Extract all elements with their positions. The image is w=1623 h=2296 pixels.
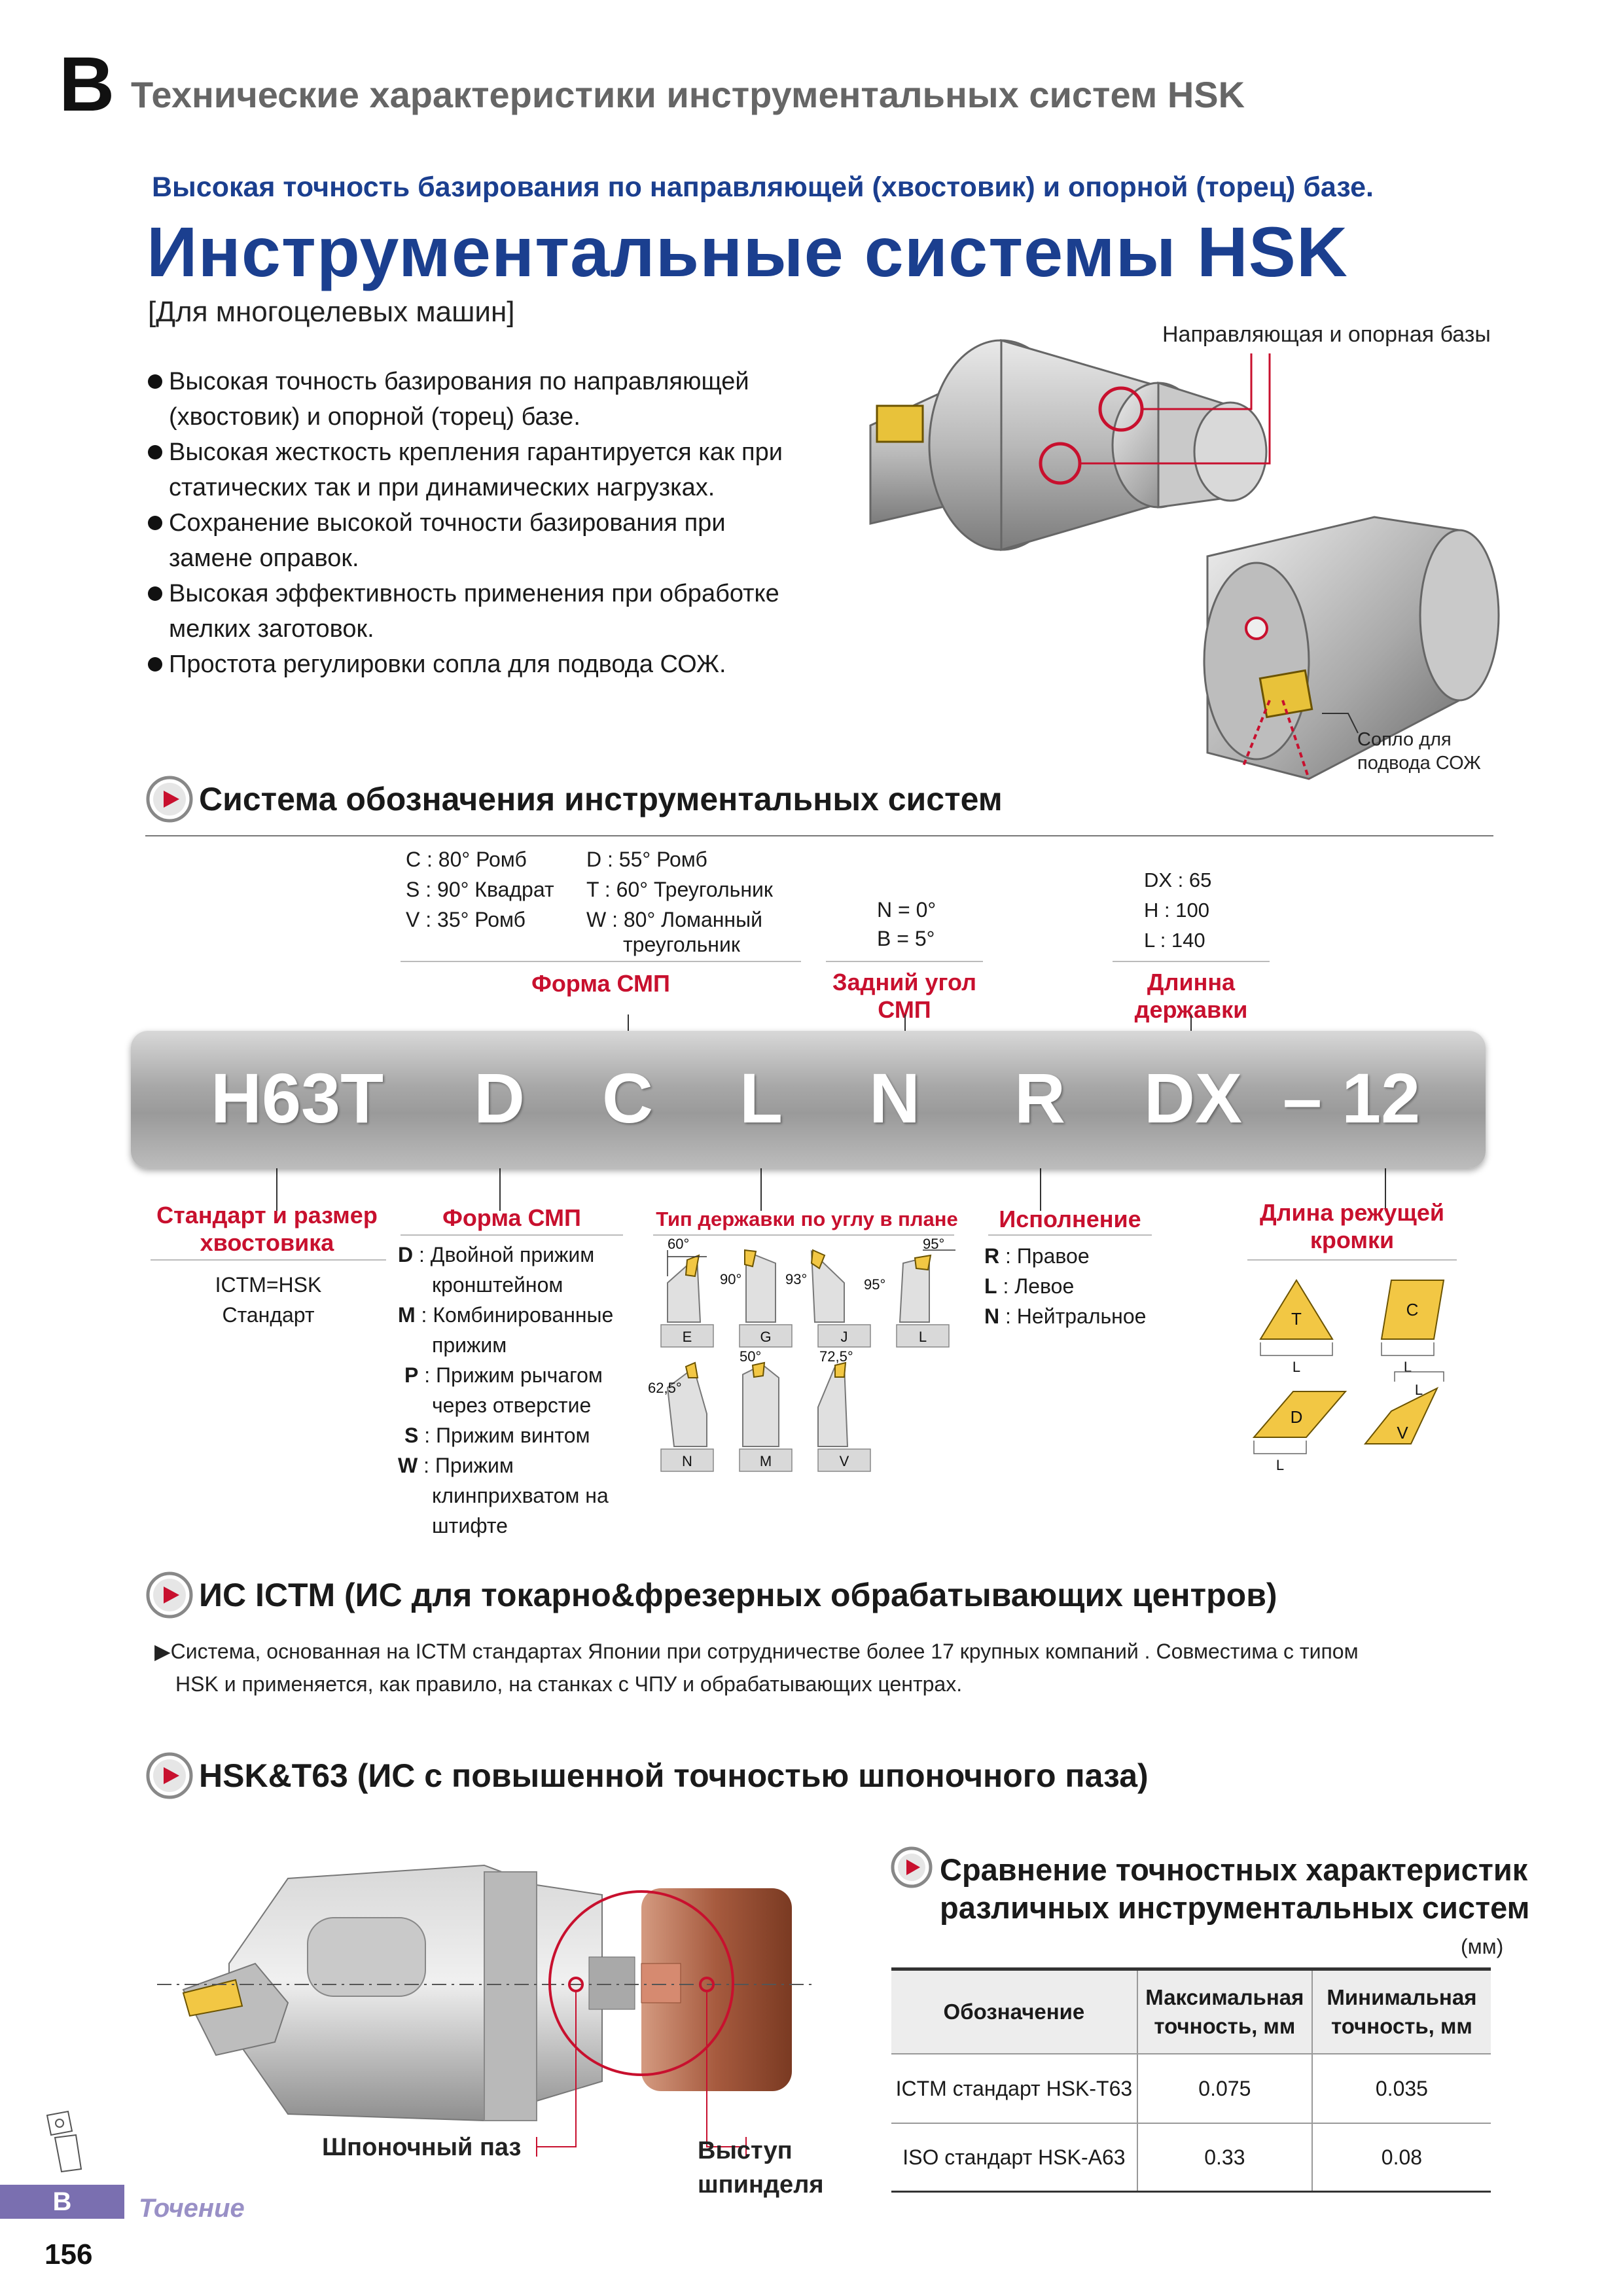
spindle-label-line: шпинделя bbox=[698, 2171, 824, 2198]
code-part-edge: – 12 bbox=[1283, 1058, 1421, 1138]
holder-type-m: M bbox=[759, 1453, 772, 1469]
code-part-clearance: N bbox=[869, 1058, 920, 1138]
angle-label: 72,5° bbox=[819, 1348, 853, 1365]
nozzle-callout-line: подвода СОЖ bbox=[1357, 753, 1481, 774]
turning-insert-icon bbox=[43, 2109, 89, 2174]
ictm-description bbox=[154, 1635, 1359, 1700]
section-arrow-icon bbox=[890, 1846, 933, 1889]
ictm-text-line: ▶Система, основанная на ICTM стандартах Японии при сотрудничестве более 17 крупных компаний . Совместима с типом bbox=[154, 1640, 1359, 1663]
page-title: Инструментальные системы HSK bbox=[147, 212, 1348, 291]
table-row bbox=[891, 2054, 1491, 2123]
divider bbox=[1247, 1259, 1457, 1261]
divider bbox=[401, 961, 801, 962]
hand-label: Исполнение bbox=[999, 1206, 1141, 1232]
ictm-heading: ИС ICTM (ИС для токарно&фрезерных обрабатывающих центров) bbox=[199, 1577, 1277, 1613]
clamp-item-cont: штифте bbox=[432, 1514, 508, 1537]
clearance-legend bbox=[877, 895, 936, 953]
angle-label: 50° bbox=[740, 1348, 762, 1365]
comparison-heading bbox=[940, 1851, 1529, 1927]
machine-note: [Для многоцелевых машин] bbox=[148, 296, 515, 328]
edge-label-line: кромки bbox=[1310, 1227, 1395, 1253]
standard-label-line: хвостовика bbox=[200, 1229, 334, 1256]
holder-type-e: E bbox=[682, 1329, 692, 1345]
length-legend bbox=[1144, 865, 1211, 956]
angle-label: 62,5° bbox=[648, 1380, 682, 1396]
hand-legend bbox=[984, 1241, 1146, 1331]
clamp-legend bbox=[398, 1240, 673, 1541]
angle-label: 95° bbox=[864, 1276, 886, 1293]
length-label-line: державки bbox=[1134, 996, 1248, 1023]
table-header-row bbox=[891, 1969, 1491, 2054]
feature-list bbox=[147, 364, 814, 682]
shape-legend-item: W : 80° Ломанный bbox=[586, 908, 762, 931]
table-row bbox=[891, 2123, 1491, 2192]
section-letter: B bbox=[59, 41, 115, 128]
shape-legend-item: C : 80° Ромб bbox=[406, 848, 527, 871]
section-arrow-icon bbox=[145, 1751, 194, 1800]
hand-item: L : Левое bbox=[984, 1274, 1075, 1298]
angle-label: 93° bbox=[785, 1271, 808, 1287]
standard-item: Стандарт bbox=[222, 1303, 315, 1327]
divider bbox=[826, 961, 983, 962]
spindle-label-line: Выступ bbox=[698, 2137, 793, 2164]
clamp-item: S : Прижим винтом bbox=[404, 1424, 590, 1447]
section-arrow-icon bbox=[145, 775, 194, 823]
section-title: Технические характеристики инструментальных систем HSK bbox=[131, 74, 1245, 115]
nozzle-callout bbox=[1357, 728, 1481, 775]
chapter-tab-letter: B bbox=[52, 2187, 72, 2216]
clamp-item: W : Прижим bbox=[398, 1454, 514, 1477]
length-item: L : 140 bbox=[1144, 929, 1205, 952]
feature-item: Высокая точность базирования по направляющей (хвостовик) и опорной (торец) базе. bbox=[147, 364, 814, 435]
shape-legend-item: треугольник bbox=[623, 933, 740, 956]
code-part-length: DX bbox=[1144, 1058, 1243, 1138]
clearance-item: B = 5° bbox=[877, 927, 935, 950]
page-number: 156 bbox=[45, 2238, 93, 2270]
clamp-label: Форма СМП bbox=[442, 1204, 581, 1231]
spindle-label bbox=[698, 2134, 824, 2202]
comparison-heading-line: различных инструментальных систем bbox=[940, 1890, 1530, 1925]
clearance-item: N = 0° bbox=[877, 898, 936, 922]
insert-d-label: D bbox=[1290, 1407, 1303, 1427]
shape-legend-item: T : 60° Треугольник bbox=[586, 878, 773, 901]
holder-type-n: N bbox=[682, 1453, 692, 1469]
divider bbox=[401, 1234, 623, 1236]
feature-item: Высокая эффективность применения при обработке мелких заготовок. bbox=[147, 576, 814, 647]
clearance-label-line: Задний угол bbox=[832, 969, 976, 996]
code-part-holder: L bbox=[740, 1058, 783, 1138]
code-part-shape: C bbox=[602, 1058, 653, 1138]
divider bbox=[988, 1234, 1152, 1236]
shape-legend-col2 bbox=[586, 844, 773, 954]
table-cell: ICTM стандарт HSK-T63 bbox=[891, 2054, 1137, 2123]
unit-label: (мм) bbox=[1461, 1935, 1504, 1958]
nozzle-callout-line: Сопло для bbox=[1357, 729, 1452, 750]
clamp-item: P : Прижим рычагом bbox=[404, 1363, 603, 1387]
shape-label-top: Форма СМП bbox=[531, 970, 670, 997]
standard-label bbox=[145, 1202, 389, 1257]
bases-callout: Направляющая и опорная базы bbox=[1162, 322, 1491, 347]
length-item: DX : 65 bbox=[1144, 869, 1212, 891]
column-header: Минимальная точность, мм bbox=[1312, 1969, 1491, 2054]
angle-label: 95° bbox=[923, 1237, 945, 1252]
code-part-clamp: D bbox=[474, 1058, 525, 1138]
ictm-text-line: HSK и применяется, как правило, на станках с ЧПУ и обрабатывающих центрах. bbox=[175, 1672, 963, 1696]
holder-type-l: L bbox=[918, 1329, 927, 1345]
divider bbox=[145, 835, 1493, 836]
divider bbox=[653, 1234, 954, 1236]
holder-type-g: G bbox=[760, 1329, 772, 1345]
holder-type-label: Тип державки по углу в плане bbox=[656, 1208, 958, 1230]
angle-label: 90° bbox=[720, 1271, 742, 1287]
dim-label: L bbox=[1292, 1359, 1301, 1375]
comparison-table bbox=[891, 1967, 1491, 2193]
divider bbox=[151, 1259, 386, 1261]
chapter-tab-label: Точение bbox=[139, 2194, 245, 2223]
clamp-item: D : Двойной прижим bbox=[398, 1243, 595, 1266]
length-item: H : 100 bbox=[1144, 899, 1209, 922]
shape-legend-item: D : 55° Ромб bbox=[586, 848, 707, 871]
hero-subtitle: Высокая точность базирования по направляющей (хвостовик) и опорной (торец) базе. bbox=[152, 171, 1374, 203]
edge-length-diagram bbox=[1247, 1267, 1463, 1483]
divider bbox=[1113, 961, 1270, 962]
triangle-bullet-icon: ▶ bbox=[154, 1640, 171, 1663]
column-header: Обозначение bbox=[891, 1969, 1137, 2054]
table-cell: ISO стандарт HSK-A63 bbox=[902, 2145, 1126, 2169]
angle-label: 60° bbox=[668, 1237, 690, 1252]
column-header: Максимальная точность, мм bbox=[1137, 1969, 1312, 2054]
holder-type-v: V bbox=[839, 1453, 849, 1469]
t63-heading: HSK&T63 (ИС с повышенной точностью шпоночного паза) bbox=[199, 1757, 1149, 1794]
table-cell: 0.33 bbox=[1137, 2123, 1312, 2192]
keyway-label: Шпоночный паз bbox=[322, 2134, 522, 2161]
holder-type-diagram bbox=[648, 1237, 962, 1479]
shape-legend-col1 bbox=[406, 844, 554, 935]
shape-legend-item: V : 35° Ромб bbox=[406, 908, 526, 931]
clamp-item-cont: через отверстие bbox=[432, 1393, 592, 1417]
edge-length-label bbox=[1247, 1199, 1457, 1254]
dim-label: L bbox=[1403, 1359, 1412, 1375]
clamp-item-cont: кронштейном bbox=[432, 1273, 563, 1297]
dim-label: L bbox=[1275, 1457, 1285, 1473]
standard-item: ICTM=HSK bbox=[215, 1273, 322, 1297]
table-cell: 0.075 bbox=[1137, 2054, 1312, 2123]
clamp-item: M : Комбинированные bbox=[398, 1303, 614, 1327]
feature-item: Сохранение высокой точности базирования при замене оправок. bbox=[147, 505, 814, 576]
code-part-standard: H63T bbox=[211, 1058, 384, 1138]
standard-legend bbox=[151, 1270, 386, 1330]
insert-t-label: T bbox=[1291, 1309, 1302, 1329]
comparison-heading-line: Сравнение точностных характеристик bbox=[940, 1852, 1528, 1887]
code-part-hand: R bbox=[1014, 1058, 1065, 1138]
length-label-line: Длинна bbox=[1147, 969, 1236, 996]
section-arrow-icon bbox=[145, 1571, 194, 1619]
designation-heading: Система обозначения инструментальных систем bbox=[199, 781, 1003, 817]
clearance-label-line: СМП bbox=[878, 996, 931, 1023]
insert-c-label: C bbox=[1406, 1300, 1419, 1319]
table-cell: 0.08 bbox=[1312, 2123, 1491, 2192]
feature-item: Простота регулировки сопла для подвода СОЖ. bbox=[147, 647, 814, 682]
table-cell: 0.035 bbox=[1312, 2054, 1491, 2123]
dim-label: L bbox=[1414, 1382, 1423, 1398]
shape-legend-item: S : 90° Квадрат bbox=[406, 878, 554, 901]
clamp-item-cont: прижим bbox=[432, 1333, 507, 1357]
hand-item: R : Правое bbox=[984, 1244, 1090, 1268]
hand-item: N : Нейтральное bbox=[984, 1304, 1147, 1328]
clamp-item-cont: клинприхватом на bbox=[432, 1484, 609, 1507]
holder-type-j: J bbox=[840, 1329, 848, 1345]
edge-label-line: Длина режущей bbox=[1259, 1199, 1445, 1226]
feature-item: Высокая жесткость крепления гарантируется как при статических так и при динамических нагрузках. bbox=[147, 435, 814, 505]
standard-label-line: Стандарт и размер bbox=[156, 1202, 378, 1229]
insert-v-label: V bbox=[1397, 1423, 1408, 1443]
